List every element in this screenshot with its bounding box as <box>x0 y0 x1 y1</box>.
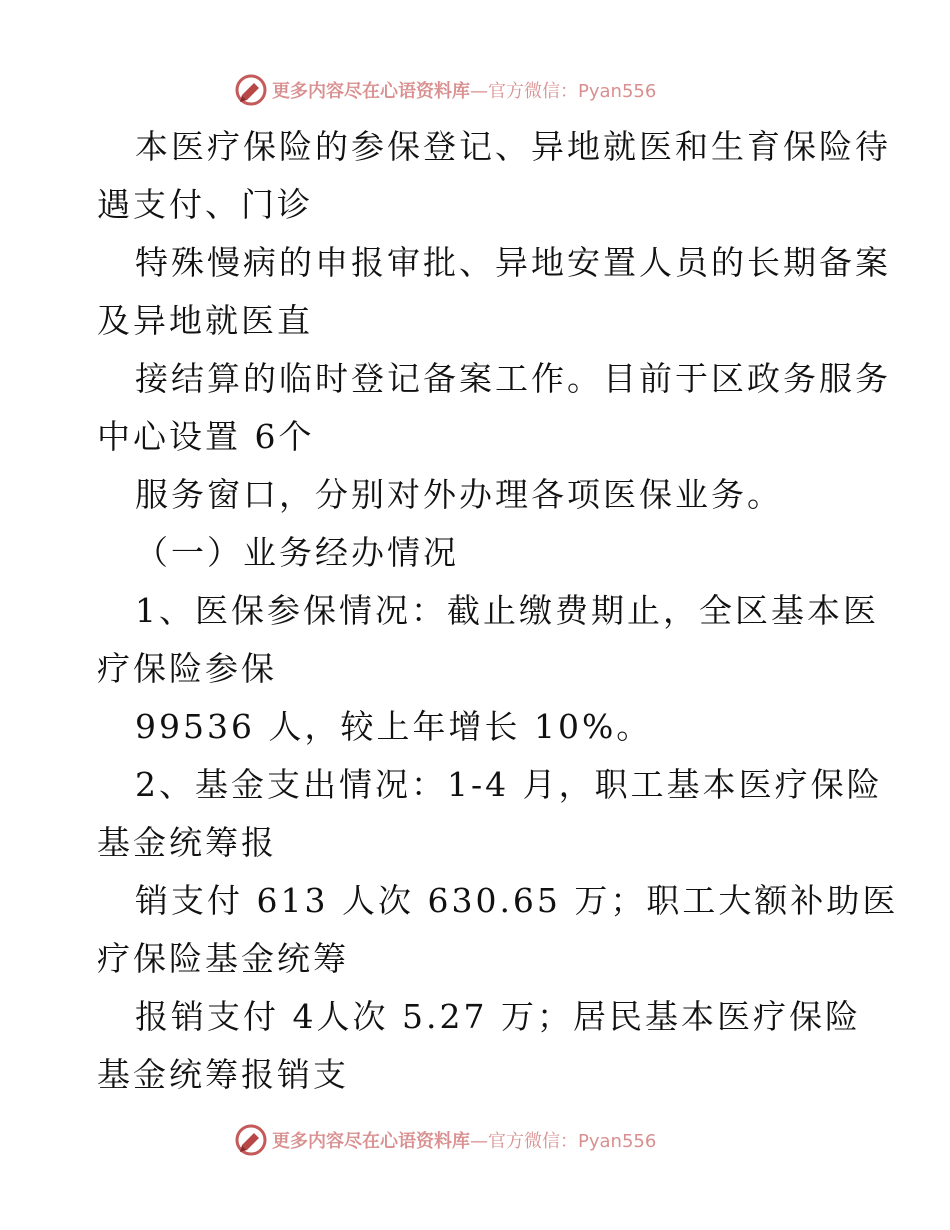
text-line: 本医疗保险的参保登记、异地就医和生育保险待 <box>135 127 891 166</box>
text-line: 疗保险参保 <box>97 649 277 688</box>
text-line: 中心设置 6个 <box>97 417 315 456</box>
pen-logo-icon <box>234 1123 268 1157</box>
text-line: 报销支付 4人次 5.27 万；居民基本医疗保险 <box>135 997 861 1036</box>
text-line: 基金统筹报 <box>97 823 277 862</box>
text-line: 接结算的临时登记备案工作。目前于区政务服务 <box>135 359 891 398</box>
pen-logo-icon <box>234 73 268 107</box>
footer-watermark <box>234 1122 656 1158</box>
section-heading: （一）业务经办情况 <box>135 533 459 572</box>
watermark-brand: 更多内容尽在心语资料库 <box>272 81 470 102</box>
watermark-suffix: —官方微信：Pyan556 <box>470 81 657 102</box>
text-line: 特殊慢病的申报审批、异地安置人员的长期备案 <box>135 243 891 282</box>
text-line: 1、医保参保情况：截止缴费期止，全区基本医 <box>135 591 879 630</box>
text-line: 基金统筹报销支 <box>97 1055 349 1094</box>
text-line: 99536 人，较上年增长 10%。 <box>135 707 653 746</box>
header-watermark <box>234 72 656 108</box>
text-line: 2、基金支出情况：1-4 月，职工基本医疗保险 <box>135 765 883 804</box>
watermark-brand: 更多内容尽在心语资料库 <box>272 1131 470 1152</box>
watermark-suffix: —官方微信：Pyan556 <box>470 1131 657 1152</box>
text-line: 疗保险基金统筹 <box>97 939 349 978</box>
text-line: 销支付 613 人次 630.65 万；职工大额补助医 <box>135 881 899 920</box>
text-line: 服务窗口，分别对外办理各项医保业务。 <box>135 475 783 514</box>
text-line: 遇支付、门诊 <box>97 185 313 224</box>
text-line: 及异地就医直 <box>97 301 313 340</box>
document-body <box>97 118 899 1104</box>
